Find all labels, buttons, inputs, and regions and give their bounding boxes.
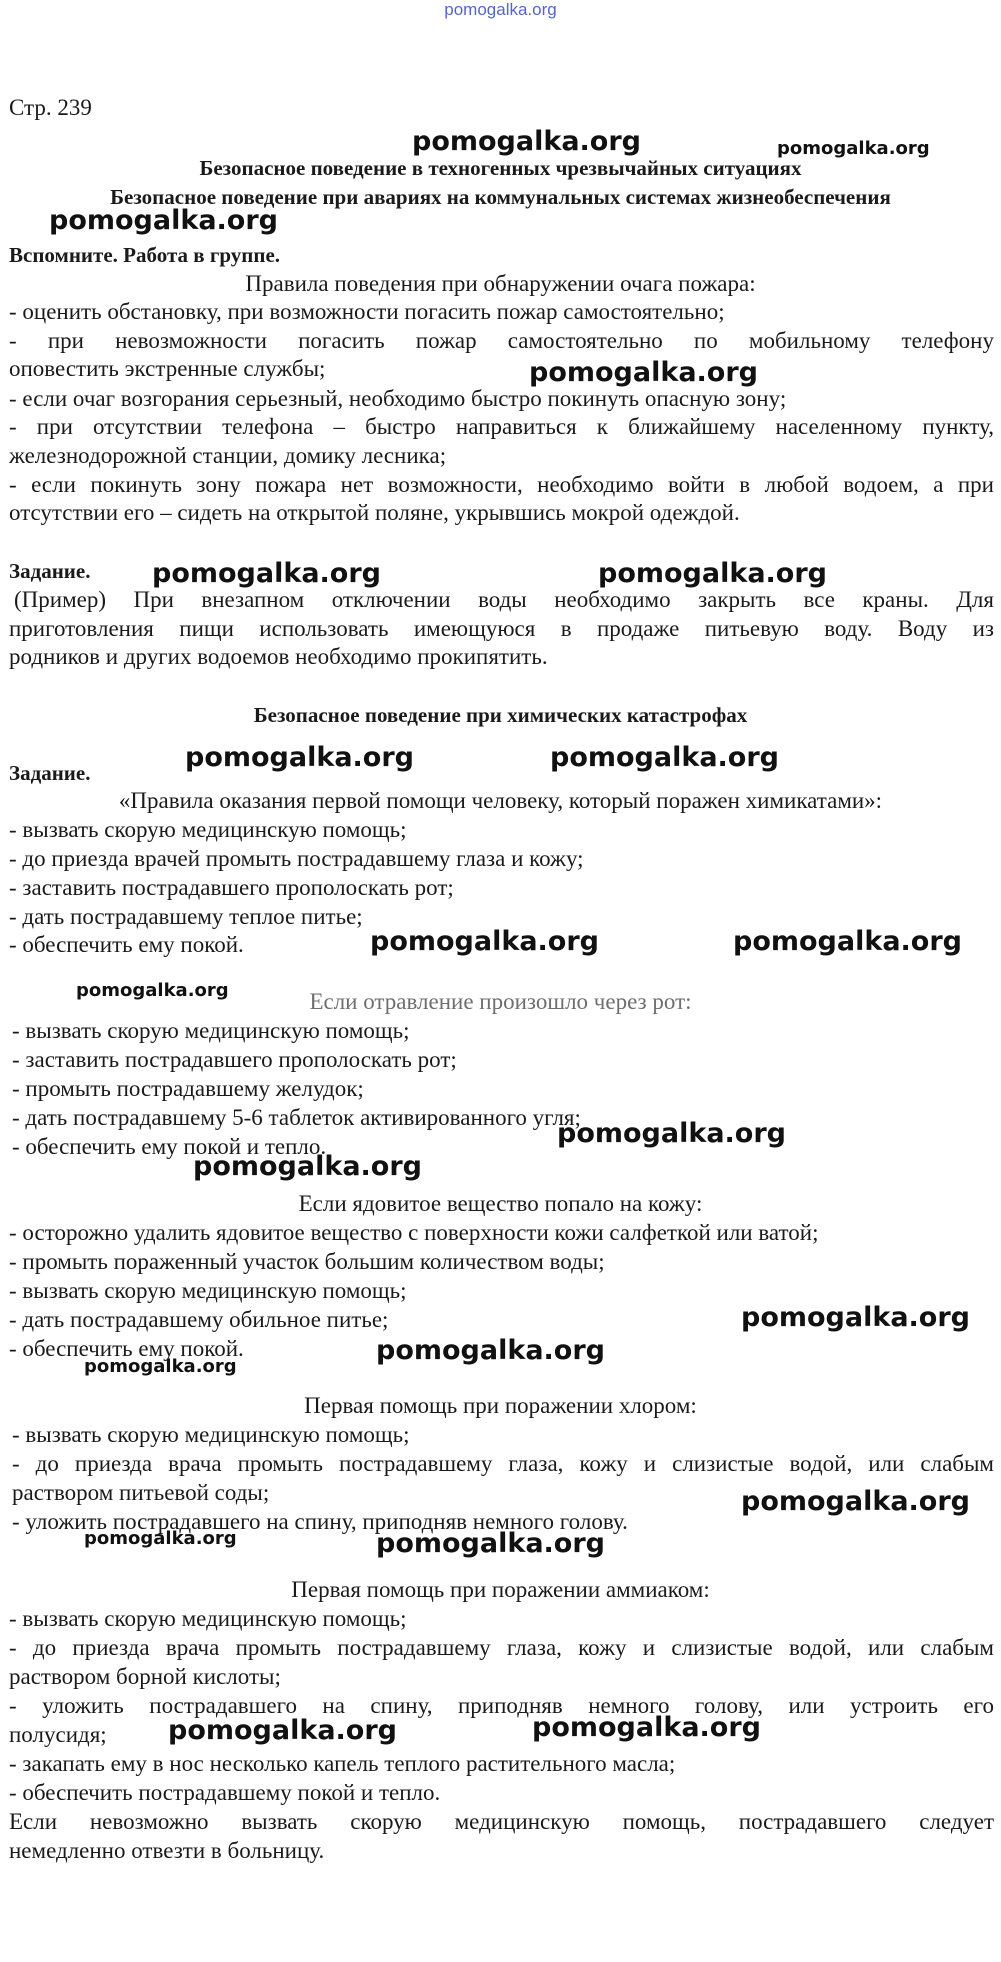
watermark: pomogalka.org	[84, 1528, 237, 1549]
first-aid-item: - вызвать скорую медицинскую помощь;	[9, 817, 407, 842]
task-heading: Задание.	[9, 761, 91, 785]
watermark: pomogalka.org	[376, 1335, 605, 1366]
watermark: pomogalka.org	[168, 1715, 397, 1746]
watermark: pomogalka.org	[529, 357, 758, 388]
chlorine-heading: Первая помощь при поражении хлором:	[304, 1393, 697, 1418]
watermark: pomogalka.org	[777, 138, 930, 159]
watermark: pomogalka.org	[412, 126, 641, 157]
watermark: pomogalka.org	[550, 742, 779, 773]
chlorine-item: - до приезда врача промыть пострадавшему глаза, кожу и слизистые водой, или слабым	[12, 1451, 994, 1476]
task-heading: Задание.	[9, 559, 91, 583]
ammonia-heading: Первая помощь при поражении аммиаком:	[291, 1577, 710, 1602]
skin-item: - вызвать скорую медицинскую помощь;	[9, 1278, 407, 1303]
ammonia-item: полусидя;	[9, 1722, 107, 1747]
fire-rule-line: - если покинуть зону пожара нет возможности, необходимо войти в любой водоем, а при	[9, 472, 994, 497]
watermark: pomogalka.org	[741, 1486, 970, 1517]
ammonia-item: - до приезда врача промыть пострадавшему глаза, кожу и слизистые водой, или слабым	[9, 1635, 994, 1660]
ammonia-item: - закапать ему в нос несколько капель теплого растительного масла;	[9, 1751, 676, 1776]
final-note-line: Если невозможно вызвать скорую медицинскую помощь, пострадавшего следует	[9, 1809, 994, 1834]
watermark: pomogalka.org	[152, 558, 381, 589]
first-aid-item: - обеспечить ему покой.	[9, 932, 244, 957]
fire-rules-subheading: Правила поведения при обнаружении очага пожара:	[245, 271, 756, 296]
skin-item: - дать пострадавшему обильное питье;	[9, 1307, 389, 1332]
oral-item: - обеспечить ему покой и тепло.	[12, 1134, 327, 1159]
ammonia-item: - вызвать скорую медицинскую помощь;	[9, 1606, 407, 1631]
task-text-line: (Пример) При внезапном отключении воды необходимо закрыть все краны. Для	[14, 587, 994, 612]
section-heading-remember: Вспомните. Работа в группе.	[9, 243, 281, 267]
chlorine-item: раствором питьевой соды;	[12, 1480, 270, 1505]
fire-rule-line: отсутствии его – сидеть на открытой поляне, укрывшись мокрой одеждой.	[9, 500, 740, 525]
task-text-line: родников и других водоемов необходимо прокипятить.	[9, 644, 548, 669]
first-aid-item: - до приезда врачей промыть пострадавшему глаза и кожу;	[9, 846, 584, 871]
oral-item: - заставить пострадавшего прополоскать рот;	[12, 1047, 457, 1072]
watermark: pomogalka.org	[370, 926, 599, 957]
fire-rule-line: - оценить обстановку, при возможности погасить пожар самостоятельно;	[9, 299, 725, 324]
fire-rule-line: - при невозможности погасить пожар самостоятельно по мобильному телефону	[9, 328, 994, 353]
ammonia-item: - уложить пострадавшего на спину, приподняв немного голову, или устроить его	[9, 1693, 994, 1718]
title-utility-accidents: Безопасное поведение при авариях на коммунальных системах жизнеобеспечения	[110, 185, 891, 209]
first-aid-subheading: «Правила оказания первой помощи человеку, который поражен химикатами»:	[118, 788, 883, 813]
watermark: pomogalka.org	[598, 558, 827, 589]
skin-item: - осторожно удалить ядовитое вещество с поверхности кожи салфеткой или ватой;	[9, 1220, 819, 1245]
page-number: Стр. 239	[9, 95, 92, 120]
fire-rule-line: железнодорожной станции, домику лесника;	[9, 443, 447, 468]
skin-item: - промыть пораженный участок большим количеством воды;	[9, 1249, 605, 1274]
watermark: pomogalka.org	[185, 742, 414, 773]
watermark: pomogalka.org	[733, 926, 962, 957]
ammonia-item: раствором борной кислоты;	[9, 1664, 281, 1689]
oral-item: - дать пострадавшему 5-6 таблеток активированного угля;	[12, 1105, 581, 1130]
fire-rule-line: - при отсутствии телефона – быстро направиться к ближайшему населенному пункту,	[9, 414, 994, 439]
first-aid-item: - дать пострадавшему теплое питье;	[9, 904, 363, 929]
chemical-title: Безопасное поведение при химических катастрофах	[253, 703, 748, 727]
watermark: pomogalka.org	[557, 1118, 786, 1149]
watermark: pomogalka.org	[193, 1151, 422, 1182]
skin-item: - обеспечить ему покой.	[9, 1336, 244, 1361]
chlorine-item: - уложить пострадавшего на спину, приподняв немного голову.	[12, 1509, 628, 1534]
watermark: pomogalka.org	[49, 205, 278, 236]
chlorine-item: - вызвать скорую медицинскую помощь;	[12, 1422, 410, 1447]
first-aid-item: - заставить пострадавшего прополоскать рот;	[9, 875, 454, 900]
watermark: pomogalka.org	[376, 1528, 605, 1559]
oral-item: - вызвать скорую медицинскую помощь;	[12, 1018, 410, 1043]
watermark: pomogalka.org	[532, 1712, 761, 1743]
oral-heading: Если отравление произошло через рот:	[309, 989, 692, 1014]
watermark: pomogalka.org	[76, 980, 229, 1001]
task-text-line: приготовления пищи использовать имеющуюся в продаже питьевую воду. Воду из	[9, 616, 994, 641]
watermark: pomogalka.org	[741, 1302, 970, 1333]
title-technogenic: Безопасное поведение в техногенных чрезвычайных ситуациях	[199, 156, 802, 180]
fire-rule-line: - если очаг возгорания серьезный, необходимо быстро покинуть опасную зону;	[9, 386, 787, 411]
final-note-line: немедленно отвезти в больницу.	[9, 1838, 325, 1863]
fire-rule-line: оповестить экстренные службы;	[9, 356, 326, 381]
header-link[interactable]: pomogalka.org	[444, 0, 557, 19]
ammonia-item: - обеспечить пострадавшему покой и тепло.	[9, 1780, 441, 1805]
oral-item: - промыть пострадавшему желудок;	[12, 1076, 364, 1101]
watermark: pomogalka.org	[84, 1356, 237, 1377]
skin-heading: Если ядовитое вещество попало на кожу:	[298, 1191, 703, 1216]
